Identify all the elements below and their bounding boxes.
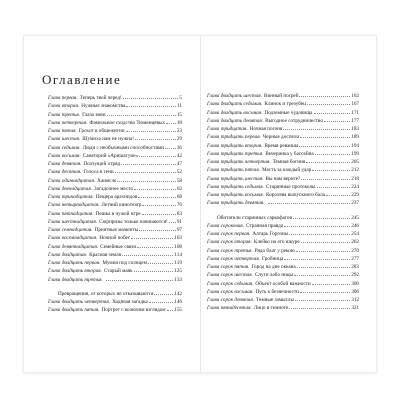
toc-chapter-title: Хаимсле <box>97 177 117 184</box>
toc-dot-leader <box>142 214 176 215</box>
toc-entry <box>207 255 359 263</box>
toc-chapter-label: Глава сорок пятая. <box>207 264 250 270</box>
toc-chapter-title: Темные замыслы <box>256 297 294 303</box>
toc-page-number: 277 <box>351 255 359 262</box>
toc-entry <box>48 94 182 102</box>
toc-chapter-label: Глава сорок шестая. <box>207 272 253 279</box>
toc-dot-leader <box>300 137 350 138</box>
toc-entry <box>207 109 359 117</box>
toc-page-number: 177 <box>351 117 359 124</box>
toc-entry <box>207 199 359 207</box>
toc-page-number: 292 <box>351 272 359 279</box>
toc-dot-leader <box>306 162 350 163</box>
toc-entry <box>207 183 359 191</box>
toc-chapter-title: Вечеринка у бассейна <box>265 150 314 157</box>
toc-chapter-title: Сюрпризы только начинаются! <box>99 218 168 225</box>
toc-chapter-title: Санаторий «Аришагуне» <box>82 152 139 159</box>
toc-dot-leader <box>134 271 174 272</box>
toc-chapter-label: Глава двадцать девятая. <box>207 117 264 124</box>
toc-page-number: 283 <box>351 264 359 270</box>
toc-entry <box>207 271 359 279</box>
toc-dot-leader <box>154 294 173 295</box>
toc-entry <box>207 296 359 304</box>
toc-chapter-label: Глава тридцать пятая. <box>207 167 261 174</box>
toc-dot-leader <box>299 146 350 147</box>
toc-page-number: 254 <box>351 231 359 237</box>
toc-chapter-label: Глава сороковая. <box>207 222 244 229</box>
book-page <box>24 36 376 372</box>
toc-part-heading <box>207 214 359 222</box>
toc-chapter-label: Глава четырнадцатая. <box>48 202 100 209</box>
toc-dot-leader <box>297 267 350 268</box>
toc-dot-leader <box>139 156 176 157</box>
toc-page-number: 224 <box>351 183 359 190</box>
toc-left-column <box>48 94 182 315</box>
toc-dot-leader <box>301 242 351 243</box>
toc-chapter-label: Глава тридцатая. <box>207 126 248 132</box>
toc-dot-leader <box>166 123 176 124</box>
toc-page-number: 194 <box>351 142 359 149</box>
toc-chapter-label: Глава тридцать седьмая. <box>207 183 264 190</box>
toc-chapter-label: Глава семнадцатая. <box>48 227 93 233</box>
toc-chapter-title: Мумия под солнцем <box>102 260 147 266</box>
toc-chapter-title: Фамильное сходство Тюменцевых <box>89 119 166 126</box>
toc-entry <box>207 247 359 255</box>
toc-entry <box>48 127 182 135</box>
toc-chapter-label: Глава седьмая. <box>48 144 81 151</box>
toc-chapter-label: Глава сорок вторая. <box>207 239 252 246</box>
toc-chapter-label: Глава третья. <box>48 111 81 118</box>
toc-page-number: 300 <box>351 280 359 287</box>
toc-page-number: 146 <box>174 299 182 305</box>
toc-dot-leader <box>148 263 174 264</box>
toc-chapter-title: Объект особой важности <box>255 280 311 287</box>
toc-page-number: 58 <box>176 177 182 184</box>
toc-chapter-label: Глава пятая. <box>48 128 77 134</box>
toc-dot-leader <box>289 308 350 309</box>
toc-dot-leader <box>283 129 350 130</box>
toc-dot-leader <box>138 197 175 198</box>
toc-dot-leader <box>312 284 351 285</box>
toc-page-number: 321 <box>351 305 359 312</box>
toc-entry <box>207 117 359 125</box>
toc-chapter-title: Шумиха нам не нужна! <box>82 136 134 143</box>
toc-entry <box>48 226 182 234</box>
toc-page-number: 15 <box>176 111 182 118</box>
toc-page-number: 262 <box>351 239 359 246</box>
toc-entry <box>48 111 182 119</box>
toc-chapter-title: Обитатели старинных саркофагов <box>217 214 292 221</box>
toc-chapter-label: Глава сорок восьмая. <box>207 288 254 295</box>
toc-chapter-title: Люди с необычными способностями <box>82 144 164 151</box>
toc-entry <box>48 201 182 209</box>
toc-page-number: 125 <box>174 268 182 275</box>
toc-dot-leader <box>295 300 350 301</box>
toc-chapter-label: Глава первая. <box>48 95 78 101</box>
toc-page-number: 229 <box>351 192 359 198</box>
toc-page-number: 245 <box>351 214 359 221</box>
toc-dot-leader <box>165 148 176 149</box>
toc-chapter-title: Клейко на его шкуре <box>253 239 300 246</box>
toc-chapter-label: Глава тридцать восьмая. <box>207 192 264 198</box>
toc-chapter-label: Глава одиннадцатая. <box>48 177 96 184</box>
toc-dot-leader <box>117 181 175 182</box>
toc-page-number: 119 <box>174 260 182 266</box>
toc-chapter-label: Глава восемнадцатая. <box>48 235 98 242</box>
toc-entry <box>207 158 359 166</box>
toc-page-number: 167 <box>351 101 359 108</box>
toc-chapter-title: Пешка в чужой игре <box>95 210 141 217</box>
toc-dot-leader <box>299 96 350 97</box>
toc-chapter-title: Нужные знакомства <box>81 103 126 110</box>
toc-page-number: 312 <box>351 297 359 303</box>
toc-dot-leader <box>312 170 350 171</box>
toc-dot-leader <box>317 187 351 188</box>
toc-chapter-label: Глава двадцать третья. <box>48 276 103 283</box>
toc-dot-leader <box>167 310 174 311</box>
toc-chapter-label: Глава тридцать шестая. <box>207 175 264 182</box>
toc-page-number: 76 <box>176 202 182 209</box>
toc-page-number: 155 <box>174 307 182 314</box>
toc-dot-leader <box>284 226 350 227</box>
toc-right-column <box>207 92 359 313</box>
toc-page-number: 218 <box>351 175 359 182</box>
toc-entry <box>48 251 182 259</box>
toc-page-number: 18 <box>176 119 182 126</box>
toc-dot-leader <box>122 255 173 256</box>
toc-page-number: 29 <box>176 136 182 143</box>
toc-dot-leader <box>126 131 176 132</box>
toc-page-number: 199 <box>351 150 359 157</box>
toc-chapter-label: Глава сорок третья. <box>207 247 253 254</box>
toc-chapter-label: Глава двадцать восьмая. <box>207 109 263 116</box>
toc-dot-leader <box>139 230 176 231</box>
toc-chapter-label: Глава двадцать первая. <box>48 260 101 266</box>
toc-entry <box>207 150 359 158</box>
toc-page-number: 183 <box>351 126 359 132</box>
toc-entry <box>207 133 359 141</box>
toc-entry <box>48 135 182 143</box>
toc-chapter-title: Подземные чудовища <box>264 109 313 116</box>
toc-chapter-title: Лицо в темноте <box>253 305 289 312</box>
page-fold <box>200 36 201 372</box>
toc-chapter-label: Глава восьмая. <box>48 152 81 159</box>
toc-page-number: 97 <box>176 227 182 233</box>
toc-chapter-label: Глава двадцать седьмая. <box>207 101 263 108</box>
toc-chapter-title: Красная земля <box>89 251 122 258</box>
toc-chapter-title: Летний кинотеатр <box>101 202 142 209</box>
toc-dot-leader <box>115 172 176 173</box>
toc-chapter-label: Глава тридцать третья. <box>207 150 264 157</box>
toc-chapter-label: Глава шестнадцатая. <box>48 218 98 225</box>
toc-chapter-label: Глава двадцатая. <box>48 251 88 258</box>
toc-page-number: 52 <box>176 169 182 176</box>
toc-entry <box>48 177 182 185</box>
toc-chapter-label: Глава сорок первая. <box>207 231 251 237</box>
toc-dot-leader <box>135 139 176 140</box>
toc-entry <box>207 230 359 238</box>
toc-entry <box>207 288 359 296</box>
toc-part-heading <box>48 290 182 298</box>
toc-entry <box>48 185 182 193</box>
toc-chapter-title: Месть за каждый удар <box>262 167 312 174</box>
toc-dot-leader <box>123 98 179 99</box>
toc-page-number: 36 <box>176 144 182 151</box>
toc-chapter-title: Винный погреб <box>263 93 299 99</box>
toc-dot-leader <box>324 121 350 122</box>
toc-chapter-title: Старинные протоколы <box>265 183 316 190</box>
toc-entry <box>207 191 359 199</box>
toc-dot-leader <box>314 113 351 114</box>
toc-dot-leader <box>137 247 173 248</box>
toc-chapter-title: Странная правда <box>246 222 284 229</box>
toc-page-number: 23 <box>176 128 182 134</box>
toc-chapter-title: Время реванша <box>264 142 299 149</box>
toc-chapter-title: Теперь твой черед! <box>79 95 122 101</box>
toc-dot-leader <box>289 234 350 235</box>
toc-chapter-label: Глава тридцать четвертая. <box>207 159 271 165</box>
toc-chapter-title: Рядо благ у рекою <box>254 247 295 254</box>
toc-entry <box>48 243 182 251</box>
toc-dot-leader <box>315 154 351 155</box>
toc-chapter-title: Семейные связи <box>100 243 137 250</box>
toc-chapter-title: Гробница <box>262 255 284 262</box>
toc-entry <box>48 160 182 168</box>
toc-page-number: 306 <box>351 288 359 295</box>
toc-chapter-title: Королева выпускного бала <box>265 192 326 198</box>
toc-dot-leader <box>126 106 176 107</box>
toc-page-number: 212 <box>351 167 359 174</box>
toc-entry <box>48 218 182 226</box>
toc-chapter-label: Глава тридцать вторая. <box>207 142 263 149</box>
toc-chapter-label: Глава тринадцатая. <box>48 194 94 200</box>
toc-chapter-label: Глава пятнадцатая. <box>48 210 94 217</box>
toc-chapter-label: Глава четвертая. <box>48 119 88 126</box>
toc-page-number: 246 <box>351 222 359 229</box>
toc-entry <box>48 168 182 176</box>
toc-chapter-title: Алтарь Горгоны <box>252 231 289 237</box>
toc-dot-leader <box>131 238 173 239</box>
toc-dot-leader <box>296 251 350 252</box>
toc-entry <box>207 125 359 133</box>
toc-chapter-title: Выгодное сотрудничество <box>265 117 323 124</box>
toc-page-number: 270 <box>351 247 359 254</box>
toc-chapter-label: Глава сорок седьмая. <box>207 280 254 287</box>
toc-entry <box>48 193 182 201</box>
toc-chapter-label: Глава тридцать первая. <box>207 134 261 141</box>
toc-dot-leader <box>284 259 350 260</box>
toc-chapter-title: Вы нам верите? <box>265 175 301 182</box>
toc-chapter-title: Черные доспехи <box>262 134 300 141</box>
toc-page-number: 42 <box>176 152 182 159</box>
toc-dot-leader <box>326 195 350 196</box>
toc-page-number: 62 <box>176 185 182 192</box>
toc-dot-leader <box>121 164 176 165</box>
toc-chapter-label: Глава тридцать девятая. <box>207 200 265 207</box>
toc-dot-leader <box>294 275 350 276</box>
toc-entry <box>48 267 182 275</box>
toc-chapter-title: Глаза змеи <box>82 111 106 118</box>
toc-page-number: 83 <box>176 210 182 217</box>
toc-entry <box>48 102 182 110</box>
toc-chapter-title: Ползущий отряд <box>83 161 121 167</box>
toc-page-number: 108 <box>174 243 182 250</box>
toc-page-number: 205 <box>351 159 359 165</box>
toc-chapter-title: Ночная погоня <box>249 126 283 132</box>
toc-entry <box>207 222 359 230</box>
toc-dot-leader <box>301 179 350 180</box>
toc-entry <box>48 152 182 160</box>
toc-chapter-label: Глава девятая. <box>48 161 82 167</box>
toc-chapter-label: Глава пятидесятая. <box>207 305 252 312</box>
toc-page-number: 47 <box>176 161 182 167</box>
toc-chapter-label: Глава девятнадцатая. <box>48 243 99 250</box>
toc-page-number: 162 <box>351 93 359 99</box>
toc-dot-leader <box>149 302 174 303</box>
page-title: Оглавление <box>42 72 122 87</box>
toc-entry <box>207 238 359 246</box>
toc-page-number: 142 <box>174 290 182 297</box>
toc-dot-leader <box>142 205 175 206</box>
toc-dot-leader <box>268 203 351 204</box>
toc-chapter-label: Глава двадцать четвертая. <box>48 299 111 305</box>
toc-entry <box>48 276 182 284</box>
toc-chapter-title: Голоса в тени <box>83 169 114 176</box>
toc-chapter-label: Глава двадцать шестая. <box>207 93 262 99</box>
toc-chapter-title: Загадочное место <box>94 185 133 192</box>
toc-dot-leader <box>107 115 176 116</box>
toc-chapter-label: Глава десятая. <box>48 169 82 176</box>
toc-chapter-title: Превращения, от которых не отказываются <box>58 290 154 297</box>
toc-entry <box>207 100 359 108</box>
toc-entry <box>207 166 359 174</box>
toc-entry <box>48 259 182 267</box>
toc-page-number: 68 <box>176 194 182 200</box>
toc-chapter-title: Ходячая загадка <box>112 299 148 305</box>
toc-dot-leader <box>293 218 350 219</box>
toc-chapter-title: Приятные моменты <box>94 227 139 233</box>
toc-entry <box>207 304 359 312</box>
toc-chapter-title: Темная богиня <box>272 159 306 165</box>
toc-page-number: 5 <box>179 95 182 101</box>
toc-dot-leader <box>307 104 350 105</box>
toc-page-number: 91 <box>176 218 182 225</box>
toc-dot-leader <box>300 292 350 293</box>
toc-dot-leader <box>106 280 173 281</box>
toc-entry <box>207 263 359 271</box>
toc-chapter-title: Грохот в общежитии <box>78 128 125 134</box>
toc-entry <box>48 119 182 127</box>
toc-chapter-title: Ночной побег <box>99 235 130 242</box>
toc-chapter-label: Глава двенадцатая. <box>48 185 93 192</box>
toc-chapter-title: Пещера арахнидов <box>95 194 138 200</box>
toc-entry <box>48 234 182 242</box>
toc-chapter-title: Город на дне океана <box>251 264 296 270</box>
toc-entry <box>207 142 359 150</box>
toc-entry <box>207 92 359 100</box>
toc-entry <box>48 144 182 152</box>
toc-chapter-label: Глава шестая. <box>48 136 81 143</box>
toc-chapter-label: Глава сорок девятая. <box>207 297 255 303</box>
toc-entry <box>207 280 359 288</box>
toc-chapter-label: Глава сорок четвертая. <box>207 255 261 262</box>
toc-page-number: 133 <box>174 276 182 283</box>
toc-chapter-title: Путь к безнечности <box>255 288 299 295</box>
toc-page-number: 103 <box>174 235 182 242</box>
toc-chapter-title: Портрет с колючим взглядом <box>101 307 166 314</box>
toc-chapter-label: Глава двадцать пятая. <box>48 307 100 314</box>
toc-chapter-title: Клинок и трезубец <box>264 101 306 108</box>
toc-chapter-label: Глава двадцать вторая. <box>48 268 102 275</box>
toc-page-number: 171 <box>351 109 359 116</box>
toc-entry <box>48 210 182 218</box>
toc-page-number: 189 <box>351 134 359 141</box>
toc-page-number: 11 <box>177 103 182 110</box>
toc-entry <box>207 175 359 183</box>
toc-chapter-label: Глава вторая. <box>48 103 80 110</box>
toc-dot-leader <box>134 189 176 190</box>
toc-page-number: 114 <box>174 251 182 258</box>
toc-page-number: 237 <box>351 200 359 207</box>
toc-entry <box>48 298 182 306</box>
toc-dot-leader <box>169 222 176 223</box>
toc-chapter-title: Слуги лабо ницы <box>254 272 294 279</box>
toc-chapter-title: Старый маяк <box>103 268 133 275</box>
toc-entry <box>48 306 182 314</box>
